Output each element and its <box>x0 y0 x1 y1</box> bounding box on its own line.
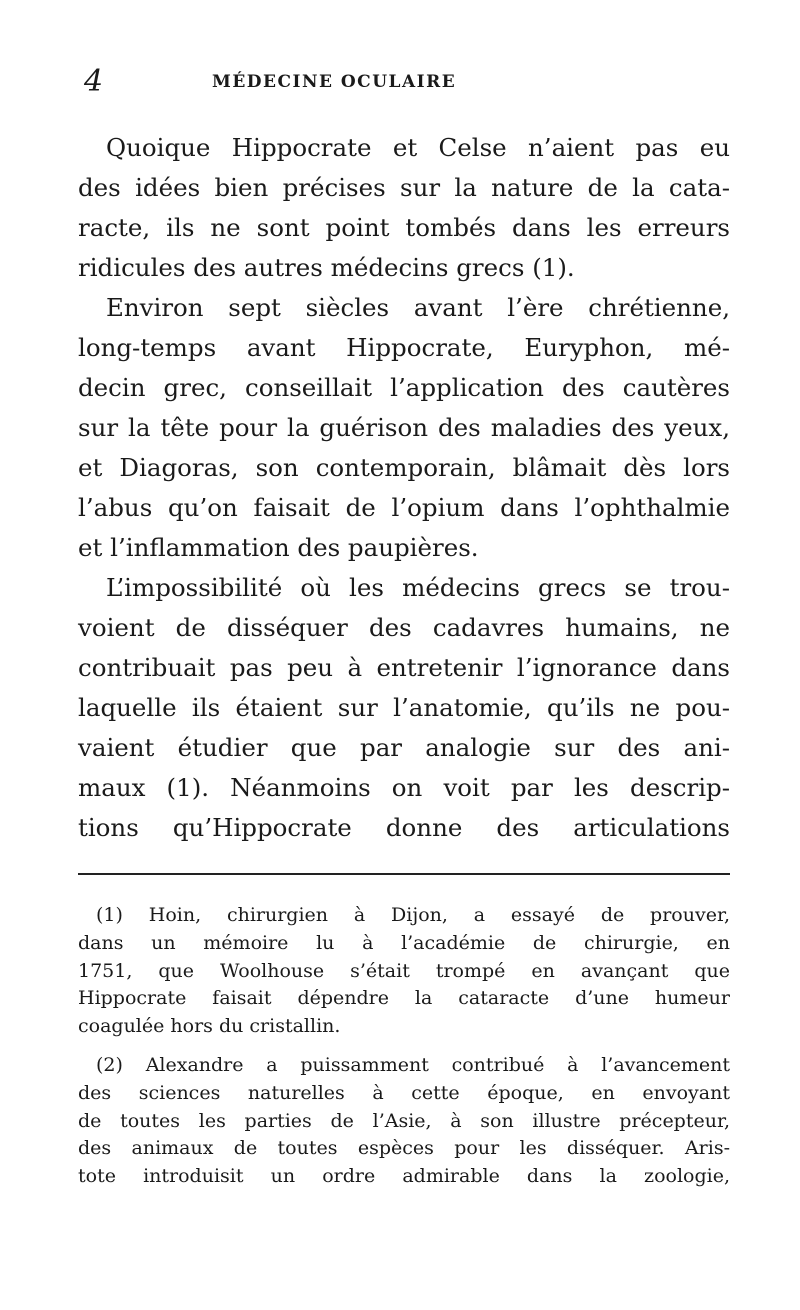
text-line: des idées bien précises sur la nature de la cata- <box>78 173 730 202</box>
text-line: laquelle ils étaient sur l’anatomie, qu’ils ne pou- <box>78 693 730 722</box>
footnote-line: coagulée hors du cristallin. <box>78 1015 341 1038</box>
text-line: Environ sept siècles avant l’ère chrétienne, <box>106 293 730 322</box>
footnote-1 <box>78 902 730 1041</box>
text-line: decin grec, conseillait l’application des cautères <box>78 373 730 402</box>
text-line: et l’inflammation des paupières. <box>78 533 479 562</box>
footnote-line: de toutes les parties de l’Asie, à son illustre précepteur, <box>78 1109 730 1132</box>
text-line: ridicules des autres médecins grecs (1). <box>78 253 575 282</box>
footnote-line: des sciences naturelles à cette époque, en envoyant <box>78 1081 730 1104</box>
main-text <box>78 128 730 848</box>
text-line: Quoique Hippocrate et Celse n’aient pas eu <box>106 133 730 162</box>
footnote-line: tote introduisit un ordre admirable dans la zoologie, <box>78 1165 730 1188</box>
text-line: long-temps avant Hippocrate, Euryphon, mé- <box>78 333 730 362</box>
footnote-line: (1) Hoin, chirurgien à Dijon, a essayé de prouver, <box>96 904 730 926</box>
text-line: et Diagoras, son contemporain, blâmait dès lors <box>78 453 730 482</box>
text-line: vaient étudier que par analogie sur des ani- <box>78 733 730 762</box>
footnote-line: des animaux de toutes espèces pour les disséquer. Aris- <box>78 1137 730 1160</box>
footnote-2 <box>78 1052 730 1191</box>
page-header <box>0 64 800 104</box>
text-line: tions qu’Hippocrate donne des articulations <box>78 813 730 842</box>
footnote-line: (2) Alexandre a puissamment contribué à l’avancement <box>96 1053 730 1076</box>
text-line: l’abus qu’on faisait de l’opium dans l’ophthalmie <box>78 493 730 522</box>
page-number: 4 <box>84 64 104 99</box>
footnote-line: dans un mémoire lu à l’académie de chirurgie, en <box>78 931 730 954</box>
footnotes <box>78 902 730 1191</box>
footnote-line: 1751, que Woolhouse s’était trompé en avançant que <box>78 959 730 982</box>
footnote-divider <box>78 873 730 875</box>
text-line: racte, ils ne sont point tombés dans les erreurs <box>78 213 730 242</box>
text-line: voient de disséquer des cadavres humains, ne <box>78 613 730 642</box>
running-title: MÉDECINE OCULAIRE <box>212 72 457 92</box>
text-line: maux (1). Néanmoins on voit par les descrip- <box>78 773 730 802</box>
text-line: sur la tête pour la guérison des maladies des yeux, <box>78 413 730 442</box>
footnote-line: Hippocrate faisait dépendre la cataracte d’une humeur <box>78 987 730 1010</box>
text-line: L’impossibilité où les médecins grecs se trou- <box>106 573 730 602</box>
text-line: contribuait pas peu à entretenir l’ignorance dans <box>78 653 730 682</box>
